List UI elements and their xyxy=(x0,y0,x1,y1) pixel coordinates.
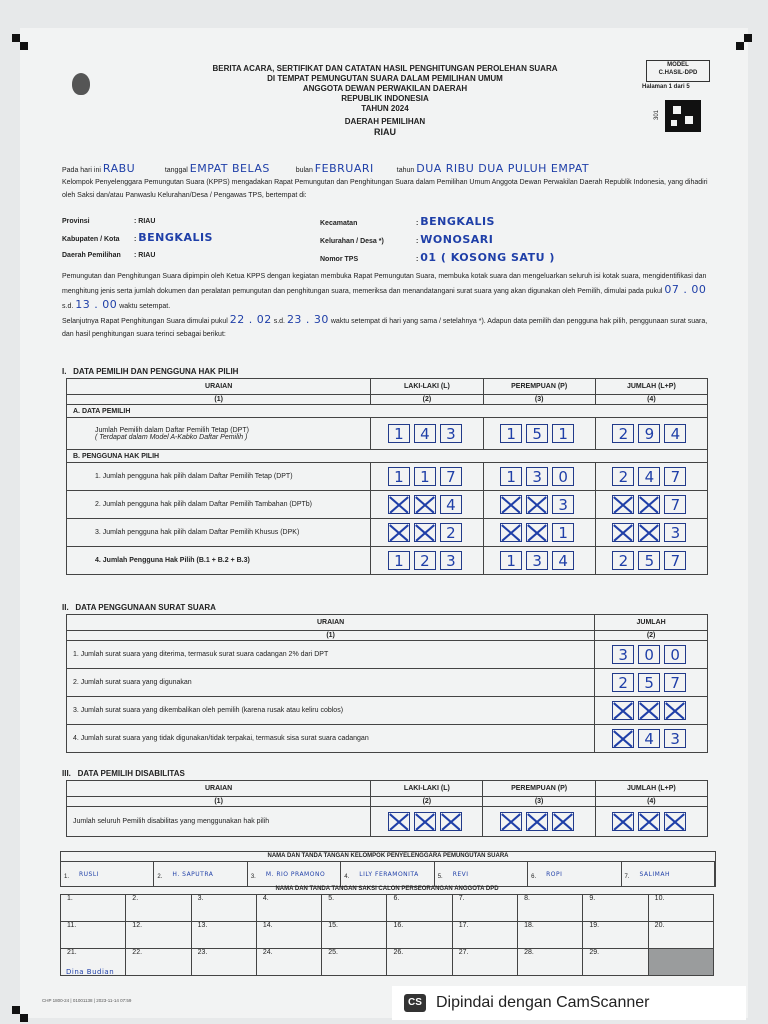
procedure-p2: Selanjutnya Rapat Penghitungan Suara dimulai pukul xyxy=(62,318,228,325)
value-cell xyxy=(595,725,708,753)
crossed-digit-box xyxy=(612,812,634,831)
model-label: MODEL xyxy=(667,62,689,68)
document-header xyxy=(130,64,640,137)
saksi-signature-cell: 29. xyxy=(583,949,648,976)
col-uraian: URAIAN xyxy=(67,615,595,631)
provinsi-label: Provinsi xyxy=(62,218,90,225)
digit-box: 3 xyxy=(664,523,686,542)
value-cell xyxy=(371,418,483,450)
value-cell xyxy=(483,463,595,491)
crossed-digit-box xyxy=(638,523,660,542)
section-title: DATA PENGGUNAAN SURAT SUARA xyxy=(75,603,216,612)
digit-box: 7 xyxy=(664,495,686,514)
saksi-signature-cell: 11. xyxy=(61,922,126,949)
crossed-digit-box xyxy=(552,812,574,831)
digit-box: 7 xyxy=(664,673,686,692)
digit-box: 1 xyxy=(500,467,522,486)
saksi-signature-cell: 1. xyxy=(61,895,126,922)
cell-number: 3. xyxy=(250,874,256,880)
row-label: 3. Jumlah pengguna hak pilih dalam Daftar Pemilih Khusus (DPK) xyxy=(67,519,371,547)
crossed-digit-box xyxy=(388,523,410,542)
kelurahan-value: WONOSARI xyxy=(420,233,494,246)
kpps-signature: REVI xyxy=(452,871,469,878)
saksi-signature-cell: 21. xyxy=(61,949,126,976)
kpps-signature-cell xyxy=(528,862,621,886)
value-cell xyxy=(595,491,707,519)
digit-box: 3 xyxy=(440,424,462,443)
digit-box: 2 xyxy=(612,673,634,692)
footer-code: CHP 1800-24 | 01001138 | 2023-11-14 07:59 xyxy=(42,998,132,1003)
value-cell xyxy=(595,807,707,837)
kpu-logo-icon xyxy=(72,73,90,95)
tanggal-label: tanggal xyxy=(164,167,188,174)
crossed-digit-box xyxy=(664,701,686,720)
kecamatan-label: Kecamatan xyxy=(320,220,358,227)
kpps-signature-cell xyxy=(248,862,341,886)
subsection-b: B. PENGGUNA HAK PILIH xyxy=(67,450,708,463)
saksi-signature-cell: 7. xyxy=(452,895,517,922)
crossed-digit-box xyxy=(612,729,634,748)
digit-box: 0 xyxy=(664,645,686,664)
saksi-signature-cell: 8. xyxy=(518,895,583,922)
kpps-signature-cell xyxy=(622,862,715,886)
value-cell xyxy=(595,463,707,491)
value-cell xyxy=(483,491,595,519)
cell-number: 2. xyxy=(157,874,163,880)
cell-number: 5. xyxy=(437,874,443,880)
crossed-digit-box xyxy=(388,495,410,514)
digit-box: 5 xyxy=(526,424,548,443)
digit-box: 2 xyxy=(414,551,436,570)
digit-box: 5 xyxy=(638,551,660,570)
saksi-signature-cell: 2. xyxy=(126,895,191,922)
saksi-signature-cell: 23. xyxy=(191,949,256,976)
digit-box: 1 xyxy=(388,424,410,443)
crossed-digit-box xyxy=(526,495,548,514)
digit-box: 7 xyxy=(664,467,686,486)
camscanner-watermark xyxy=(392,986,746,1020)
crossed-digit-box xyxy=(500,495,522,514)
form-code: 301 xyxy=(654,109,661,121)
row-label: 1. Jumlah pengguna hak pilih dalam Daftar Pemilih Tetap (DPT) xyxy=(67,463,371,491)
kpps-signature: M. RIO PRAMONO xyxy=(265,871,326,878)
section-title: DATA PEMILIH DISABILITAS xyxy=(77,769,185,778)
saksi-signature-cell: 28. xyxy=(518,949,583,976)
saksi-signature-cell: 14. xyxy=(256,922,321,949)
kpps-signature-cell xyxy=(61,862,154,886)
bulan-label: bulan xyxy=(295,167,313,174)
value-cell xyxy=(595,547,707,575)
kpps-name-row xyxy=(61,862,715,886)
cell-number: 6. xyxy=(531,874,537,880)
saksi-signature-cell: 18. xyxy=(518,922,583,949)
crossed-digit-box xyxy=(612,701,634,720)
corner-mark xyxy=(736,42,744,50)
digit-box: 4 xyxy=(638,467,660,486)
end-time: 13 . 00 xyxy=(75,298,118,311)
saksi-signature-cell: 12. xyxy=(126,922,191,949)
digit-box: 3 xyxy=(664,729,686,748)
tahun-value: DUA RIBU DUA PULUH EMPAT xyxy=(416,162,590,175)
row-label: 2. Jumlah pengguna hak pilih dalam Daftar Pemilih Tambahan (DPTb) xyxy=(67,491,371,519)
kabupaten-label: Kabupaten / Kota xyxy=(62,236,120,243)
value-cell xyxy=(483,547,595,575)
saksi-signature-cell xyxy=(648,949,713,976)
kpps-signature-box xyxy=(60,851,716,887)
procedure-p1: Pemungutan dan Penghitungan Suara dipimpin oleh Ketua KPPS dengan kegiatan membuka Rapat Pemungutan Suara, membuka kotak suara dan mengeluarkan seluruh isi kotak suara, mengidentifikasi dan menghitung jenis serta jumlah dokumen dan peralatan pemungutan dan penghitungan suara, memeriksa dan menandatangani surat suara yang akan digunakan oleh Pemilih, dimulai pada pukul xyxy=(62,273,707,295)
procedure-tail2: waktu setempat di hari yang sama / setelahnya *). Adapun data pemilih dan pengguna hak pilih, penggunaan surat suara, dan hasil penghitungan suara terinci sebagai berikut: xyxy=(62,318,708,338)
kpps-signature-cell xyxy=(341,862,434,886)
saksi-signature-cell: 4. xyxy=(256,895,321,922)
section-number: III. xyxy=(62,769,71,778)
region-value: RIAU xyxy=(374,127,396,137)
row-label xyxy=(67,418,371,450)
kecamatan-value: BENGKALIS xyxy=(420,215,495,228)
corner-mark xyxy=(20,42,28,50)
digit-box: 3 xyxy=(552,495,574,514)
sd-label: s.d. xyxy=(62,303,74,310)
crossed-digit-box xyxy=(526,523,548,542)
digit-box: 0 xyxy=(638,645,660,664)
col-number: (1) xyxy=(67,797,371,807)
section-number: II. xyxy=(62,603,69,612)
section-3-title xyxy=(62,769,185,778)
cell-number: 7. xyxy=(624,874,630,880)
col-number: (1) xyxy=(67,395,371,405)
section-1-title xyxy=(62,367,238,376)
digit-box: 4 xyxy=(638,729,660,748)
digit-box: 1 xyxy=(552,523,574,542)
crossed-digit-box xyxy=(500,523,522,542)
form-sheet: BERITA ACARA, SERTIFIKAT DAN CATATAN HASIL PENGHITUNGAN PEROLEHAN SUARA DI TEMPAT PEMUNGUTAN SUARA DALAM PEMILIHAN UMUM ANGGOTA DEWAN PERWAKILAN DAERAH REPUBLIK INDONESIA TAHUN 2024 DAERAH PEMILIHAN RIAU MODEL C.HASIL-DPD Halaman 1 dari 5 301 Pada hari ini RABU tanggal EMPAT BELAS bulan FEBRUARI tahun DUA RIBU DUA PULUH EMPAT Kelompok Penyelenggara Pemungutan Suara (KPPS) mengadakan Rapat Pemungutan dan Penghitungan Suara dalam Pemilihan Umum Anggota Dewan Perwakilan Daerah Republik Indonesia, yang dihadiri oleh Saksi dan/atau Panwaslu Kelurahan/Desa / Pengawas TPS, bertempat di: Provinsi : RIAU Kabupaten / Kota : BENGKALIS Daerah Pemilihan : RIAU Kecamatan : BENGKALIS Kelurahan / Desa *) : WONOSARI Nomor TPS : 01 ( KOSONG SATU ) Pemungutan dan Penghitungan Suara dipimpin oleh Ketua KPPS dengan kegiatan membuka Rapat Pemungutan Suara, membuka kotak suara dan mengeluarkan seluruh isi kotak suara, mengidentifikasi dan menghitung jenis serta jumlah dokumen dan peralatan pemungutan dan penghitungan suara, memeriksa dan menandatangani surat suara yang akan digunakan oleh Pemilih, dimulai pada pukul 07 . 00 s.d. 13 . 00 waktu setempat. Selanjutnya Rapat Penghitungan Suara dimulai pukul 22 . 02 s.d. 23 . 30 waktu setempat di hari yang sama / setelahnya *). Adapun data pemilih dan pengguna hak pilih, penggunaan surat suara, dan hasil penghitungan suara terinci sebagai berikut: I. DATA PEMILIH DAN PENGGUNA HAK PILIH URAIAN LAKI-LAKI (L) PEREMPUAN (P) JUMLAH (L+P) (1) (2) (3) (4) A. DATA PEMILIH Jumlah Pemilih dalam Daftar Pemilih Tetap (DPT) ( Terdapat dalam Model A-Kabko Daftar Pemilih ) 1 4 3 1 5 1 2 9 4 B. PENGGUNA HAK PILIH 1. Jumlah pengguna hak pilih dalam Daftar Pemilih Tetap (DPT) 1 1 7 1 3 0 2 4 7 2. Jumlah pengguna hak pilih dalam Daftar Pemilih Tambahan (DPTb) 4 3 7 3. Jumlah pengguna hak pilih dalam Daftar Pemilih Khusus (DPK) 2 1 3 4. Jumlah Pengguna Hak Pilih (B.1 + B.2 + B.3) 1 2 3 1 3 4 2 5 7 II. DATA PENGGUNAAN SURAT SUARA URAIAN JUMLAH (1) (2) 1. Jumlah surat suara yang diterima, termasuk surat suara cadangan 2% dari DPT 3 0 0 2. Jumlah surat suara yang digunakan 2 5 7 3. Jumlah surat suara yang dikembalikan oleh pemilih (karena rusak atau keliru coblos) 4. Jumlah surat suara yang tidak digunakan/tidak terpakai, termasuk sisa surat suara cadangan 4 3 III. DATA PEMILIH DISABILITAS URAIAN LAKI-LAKI (L) PEREMPUAN (P) JUMLAH (L+P) (1) (2) (3) (4) Jumlah seluruh Pemilih disabilitas yang menggunakan hak pilih NAMA DAN TANDA TANGAN KELOMPOK PENYELENGGARA PEMUNGUTAN SUARA 1. RUSLI 2. H. SAPUTRA 3. M. RIO PRAMONO 4. LILY FERAMONITA 5. REVI 6. ROPI 7. SALIMAH NAMA DAN TANDA TANGAN SAKSI CALON PERSEORANGAN ANGGOTA DPD 1. 2. 3. 4. 5. 6. 7. 8. 9. 10. 11. 12. 13. 14. 15. 16. 17. 18. 19. 20. 21. 22. 23. 24. 25. 26. 27. 28. 29. Dina Budian CHP 1800-24 | 01001138 | 2023-11-14 07:59 xyxy=(20,28,748,1018)
value-cell xyxy=(595,418,707,450)
provinsi-value: RIAU xyxy=(138,218,156,225)
value-cell xyxy=(483,519,595,547)
col-number: (4) xyxy=(595,797,707,807)
col-number: (3) xyxy=(483,395,595,405)
crossed-digit-box xyxy=(612,495,634,514)
row-label: Jumlah seluruh Pemilih disabilitas yang menggunakan hak pilih xyxy=(67,807,371,837)
col-jumlah: JUMLAH (L+P) xyxy=(595,781,707,797)
kpps-signature-cell xyxy=(154,862,247,886)
crossed-digit-box xyxy=(638,495,660,514)
crossed-digit-box xyxy=(388,812,410,831)
digit-box: 7 xyxy=(440,467,462,486)
saksi-signature-cell: 25. xyxy=(322,949,387,976)
section-title: DATA PEMILIH DAN PENGGUNA HAK PILIH xyxy=(73,367,239,376)
header-line: REPUBLIK INDONESIA xyxy=(341,94,429,103)
corner-mark xyxy=(744,34,752,42)
voter-data-table xyxy=(66,378,708,575)
ballot-usage-table xyxy=(66,614,708,753)
region-label: DAERAH PEMILIHAN xyxy=(344,117,426,126)
tps-label: Nomor TPS xyxy=(320,256,359,263)
digit-box: 3 xyxy=(440,551,462,570)
col-number: (2) xyxy=(595,631,708,641)
digit-box: 1 xyxy=(500,424,522,443)
procedure-text xyxy=(62,270,714,341)
col-laki: LAKI-LAKI (L) xyxy=(371,781,483,797)
qr-code-icon xyxy=(665,100,701,132)
saksi-signature-cell: 13. xyxy=(191,922,256,949)
header-line: BERITA ACARA, SERTIFIKAT DAN CATATAN HASIL PENGHITUNGAN PEROLEHAN SUARA xyxy=(212,64,558,73)
row-label: 2. Jumlah surat suara yang digunakan xyxy=(67,669,595,697)
saksi-signature-grid xyxy=(60,894,714,976)
value-cell xyxy=(371,547,483,575)
digit-box: 2 xyxy=(612,424,634,443)
digit-box: 7 xyxy=(664,551,686,570)
saksi-signature-cell: 26. xyxy=(387,949,452,976)
value-cell xyxy=(371,519,483,547)
hari-label: Pada hari ini xyxy=(62,167,101,174)
saksi-signature-cell: 27. xyxy=(452,949,517,976)
value-cell xyxy=(595,641,708,669)
value-cell xyxy=(371,491,483,519)
header-line: ANGGOTA DEWAN PERWAKILAN DAERAH xyxy=(302,84,468,93)
start-time: 07 . 00 xyxy=(664,283,707,296)
crossed-digit-box xyxy=(638,701,660,720)
crossed-digit-box xyxy=(638,812,660,831)
col-number: (2) xyxy=(371,395,483,405)
digit-box: 2 xyxy=(612,551,634,570)
value-cell xyxy=(483,418,595,450)
saksi-signature-cell: 6. xyxy=(387,895,452,922)
kpps-signature: SALIMAH xyxy=(639,871,670,878)
digit-box: 3 xyxy=(526,551,548,570)
corner-mark xyxy=(12,34,20,42)
bulan-value: FEBRUARI xyxy=(314,162,374,175)
saksi-signature-cell: 19. xyxy=(583,922,648,949)
digit-box: 1 xyxy=(388,467,410,486)
digit-box: 5 xyxy=(638,673,660,692)
kpps-title: NAMA DAN TANDA TANGAN KELOMPOK PENYELENGGARA PEMUNGUTAN SUARA xyxy=(61,852,715,862)
row-label: 3. Jumlah surat suara yang dikembalikan oleh pemilih (karena rusak atau keliru coblos) xyxy=(67,697,595,725)
tahun-label: tahun xyxy=(396,167,415,174)
kpps-signature: LILY FERAMONITA xyxy=(359,871,419,878)
crossed-digit-box xyxy=(664,812,686,831)
opening-text: Kelompok Penyelenggara Pemungutan Suara (KPPS) mengadakan Rapat Pemungutan dan Penghitungan Suara dalam Pemilihan Umum Anggota Dewan Perwakilan Daerah Republik Indonesia, yang dihadiri oleh Saksi dan/atau Panwaslu Kelurahan/Desa / Pengawas TPS, bertempat di: xyxy=(62,179,708,199)
row-label: 1. Jumlah surat suara yang diterima, termasuk surat suara cadangan 2% dari DPT xyxy=(67,641,595,669)
digit-box: 3 xyxy=(526,467,548,486)
digit-box: 2 xyxy=(612,467,634,486)
col-perempuan: PEREMPUAN (P) xyxy=(483,379,595,395)
saksi-signature-cell: 24. xyxy=(256,949,321,976)
digit-box: 4 xyxy=(664,424,686,443)
digit-box: 1 xyxy=(552,424,574,443)
col-number: (3) xyxy=(483,797,595,807)
model-code: C.HASIL-DPD xyxy=(658,70,698,76)
subsection-a: A. DATA PEMILIH xyxy=(67,405,708,418)
procedure-tail1: waktu setempat. xyxy=(119,303,171,310)
saksi-signature-cell: 5. xyxy=(322,895,387,922)
section-2-title xyxy=(62,603,216,612)
tanggal-value: EMPAT BELAS xyxy=(189,162,270,175)
row-note: ( Terdapat dalam Model A-Kabko Daftar Pemilih ) xyxy=(95,433,248,441)
section-number: I. xyxy=(62,367,67,376)
kpps-signature: ROPI xyxy=(546,871,563,878)
saksi-signature-cell: 10. xyxy=(648,895,713,922)
row-label: 4. Jumlah surat suara yang tidak digunakan/tidak terpakai, termasuk sisa surat suara cadangan xyxy=(67,725,595,753)
saksi-signature-cell: 16. xyxy=(387,922,452,949)
kelurahan-label: Kelurahan / Desa *) xyxy=(320,238,384,245)
col-number: (2) xyxy=(371,797,483,807)
digit-box: 4 xyxy=(552,551,574,570)
saksi-signature-cell: 17. xyxy=(452,922,517,949)
saksi-title: NAMA DAN TANDA TANGAN SAKSI CALON PERSEORANGAN ANGGOTA DPD xyxy=(275,886,499,892)
count-end-time: 23 . 30 xyxy=(286,313,329,326)
crossed-digit-box xyxy=(526,812,548,831)
disability-table xyxy=(66,780,708,837)
opening-line xyxy=(62,162,712,175)
col-laki: LAKI-LAKI (L) xyxy=(371,379,483,395)
hari-value: RABU xyxy=(102,162,136,175)
row-text: Jumlah Pemilih dalam Daftar Pemilih Tetap (DPT) xyxy=(95,426,249,434)
crossed-digit-box xyxy=(414,495,436,514)
scanner-text: Dipindai dengan CamScanner xyxy=(436,994,650,1011)
col-uraian: URAIAN xyxy=(67,379,371,395)
digit-box: 3 xyxy=(612,645,634,664)
cell-number: 4. xyxy=(344,874,350,880)
crossed-digit-box xyxy=(440,812,462,831)
crossed-digit-box xyxy=(500,812,522,831)
corner-mark xyxy=(20,1014,28,1022)
corner-mark xyxy=(12,1006,20,1014)
kabupaten-value: BENGKALIS xyxy=(138,231,213,244)
value-cell xyxy=(371,807,483,837)
saksi-signature-cell: 3. xyxy=(191,895,256,922)
count-start-time: 22 . 02 xyxy=(229,313,272,326)
digit-box: 1 xyxy=(414,467,436,486)
dapil-value: RIAU xyxy=(138,252,156,259)
saksi-signature-cell: 9. xyxy=(583,895,648,922)
value-cell xyxy=(595,697,708,725)
digit-box: 1 xyxy=(500,551,522,570)
col-jumlah: JUMLAH xyxy=(595,615,708,631)
value-cell xyxy=(595,669,708,697)
digit-box: 4 xyxy=(414,424,436,443)
col-jumlah: JUMLAH (L+P) xyxy=(595,379,707,395)
digit-box: 9 xyxy=(638,424,660,443)
cell-number: 1. xyxy=(64,874,70,880)
saksi-signature-cell: 20. xyxy=(648,922,713,949)
crossed-digit-box xyxy=(414,812,436,831)
col-perempuan: PEREMPUAN (P) xyxy=(483,781,595,797)
dapil-label: Daerah Pemilihan xyxy=(62,252,121,259)
crossed-digit-box xyxy=(612,523,634,542)
header-line: TAHUN 2024 xyxy=(361,104,409,113)
saksi-signature-cell: 22. xyxy=(126,949,191,976)
saksi-signature: Dina Budian xyxy=(66,968,115,976)
digit-box: 1 xyxy=(388,551,410,570)
header-line: DI TEMPAT PEMUNGUTAN SUARA DALAM PEMILIHAN UMUM xyxy=(267,74,503,83)
col-uraian: URAIAN xyxy=(67,781,371,797)
digit-box: 0 xyxy=(552,467,574,486)
tps-value: 01 ( KOSONG SATU ) xyxy=(420,251,555,264)
value-cell xyxy=(371,463,483,491)
kpps-signature: H. SAPUTRA xyxy=(172,871,214,878)
value-cell xyxy=(595,519,707,547)
digit-box: 2 xyxy=(440,523,462,542)
saksi-signature-cell: 15. xyxy=(322,922,387,949)
col-number: (4) xyxy=(595,395,707,405)
col-number: (1) xyxy=(67,631,595,641)
sd-label: s.d. xyxy=(273,318,285,325)
value-cell xyxy=(483,807,595,837)
row-label: 4. Jumlah Pengguna Hak Pilih (B.1 + B.2 + B.3) xyxy=(67,547,371,575)
digit-box: 4 xyxy=(440,495,462,514)
kpps-signature: RUSLI xyxy=(79,871,99,878)
crossed-digit-box xyxy=(414,523,436,542)
page-indicator: Halaman 1 dari 5 xyxy=(642,84,690,90)
camscanner-logo-icon: CS xyxy=(404,994,426,1012)
kpps-signature-cell xyxy=(435,862,528,886)
model-box xyxy=(646,60,710,82)
